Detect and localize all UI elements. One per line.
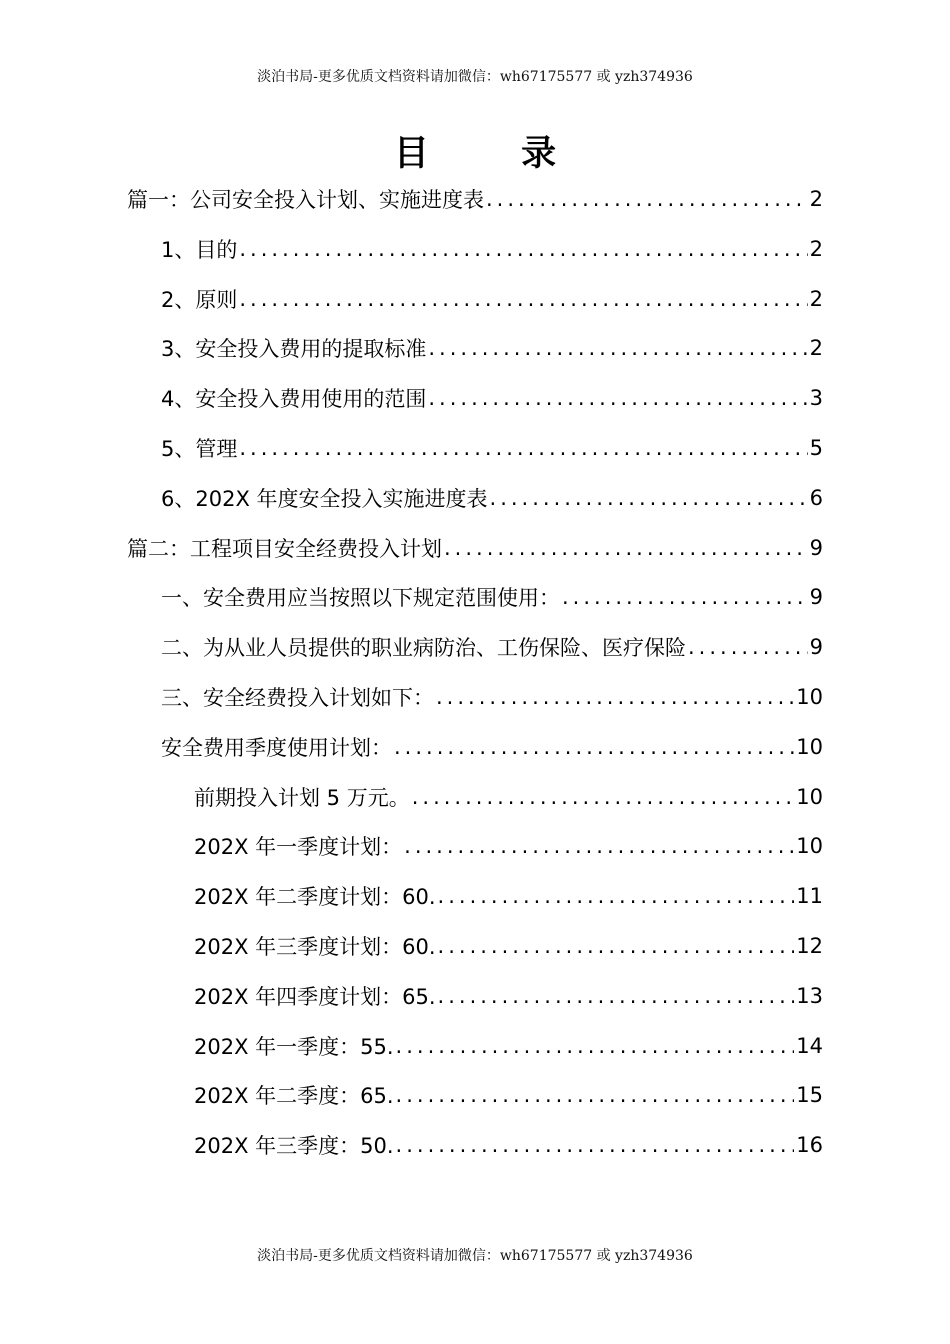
toc-page-number: 9 bbox=[809, 535, 823, 560]
toc-page-number: 2 bbox=[809, 286, 823, 311]
toc-entry[interactable] bbox=[194, 924, 823, 968]
toc-entry-text: 3、安全投入费用的提取标准 bbox=[161, 337, 427, 362]
toc-leader-dots bbox=[428, 386, 807, 410]
toc-leader-dots bbox=[444, 536, 808, 560]
toc-leader-dots bbox=[438, 934, 795, 958]
toc-entry[interactable] bbox=[161, 575, 823, 619]
toc-leader-dots bbox=[486, 187, 808, 211]
toc-page-number: 5 bbox=[809, 436, 823, 460]
toc-entry-text: 4、安全投入费用使用的范围 bbox=[161, 387, 427, 412]
toc-entry-text: 篇一：公司安全投入计划、实施进度表 bbox=[127, 188, 484, 212]
toc-leader-dots bbox=[396, 1083, 795, 1107]
toc-entry-text: 一、安全费用应当按照以下规定范围使用： bbox=[161, 586, 560, 611]
toc-entry[interactable] bbox=[194, 974, 823, 1018]
toc-entry[interactable] bbox=[161, 476, 823, 520]
toc-leader-dots bbox=[412, 785, 795, 809]
toc-entry[interactable] bbox=[161, 625, 823, 669]
toc-leader-dots bbox=[404, 834, 794, 858]
toc-entry-text: 202X 年二季度计划：60. bbox=[194, 885, 436, 910]
toc-entry-text: 202X 年二季度：65. bbox=[194, 1084, 394, 1109]
toc-leader-dots bbox=[239, 287, 807, 311]
toc-page-number: 12 bbox=[796, 934, 823, 958]
toc-entry[interactable] bbox=[161, 426, 823, 470]
toc-entry[interactable] bbox=[161, 227, 823, 271]
toc-leader-dots bbox=[490, 486, 808, 510]
toc-entry[interactable] bbox=[127, 177, 823, 221]
toc-page-number: 9 bbox=[809, 635, 823, 660]
toc-entry-text: 前期投入计划 5 万元。 bbox=[194, 785, 410, 810]
toc-leader-dots bbox=[239, 436, 807, 460]
toc-page-number: 10 bbox=[796, 784, 823, 809]
toc-page-number: 2 bbox=[809, 187, 823, 211]
toc-entry-text: 202X 年三季度计划：60. bbox=[194, 935, 436, 959]
toc-page-number: 6 bbox=[809, 485, 823, 510]
toc-entry[interactable] bbox=[161, 675, 823, 719]
toc-entry-text: 202X 年三季度：50. bbox=[194, 1134, 394, 1159]
toc-leader-dots bbox=[394, 735, 794, 759]
toc-page-number: 10 bbox=[796, 685, 823, 709]
toc-page-number: 9 bbox=[809, 585, 823, 610]
toc-entry[interactable] bbox=[194, 1073, 823, 1117]
toc-entry-text: 二、为从业人员提供的职业病防治、工伤保险、医疗保险 bbox=[161, 636, 686, 661]
toc-page-number: 10 bbox=[796, 834, 823, 859]
toc-entry-text: 三、安全经费投入计划如下： bbox=[161, 686, 434, 710]
toc-entry[interactable] bbox=[161, 725, 823, 769]
toc-page-number: 2 bbox=[809, 336, 823, 361]
toc-leader-dots bbox=[428, 336, 807, 360]
toc-page-number: 3 bbox=[809, 386, 823, 411]
toc-title: 目 录 bbox=[393, 134, 597, 174]
toc-entry-text: 202X 年一季度：55. bbox=[194, 1034, 394, 1059]
toc-page-number: 10 bbox=[796, 734, 823, 759]
toc-entry-text: 1、目的 bbox=[161, 237, 238, 262]
toc-entry[interactable] bbox=[194, 1024, 823, 1068]
toc-page-number: 13 bbox=[796, 983, 823, 1008]
toc-entry-text: 6、202X 年度安全投入实施进度表 bbox=[161, 486, 488, 511]
toc-entry[interactable] bbox=[127, 526, 823, 570]
toc-leader-dots bbox=[396, 1034, 795, 1058]
toc-page-number: 16 bbox=[796, 1133, 823, 1158]
toc-entry[interactable] bbox=[161, 326, 823, 370]
toc-entry-text: 篇二：工程项目安全经费投入计划 bbox=[127, 536, 442, 561]
toc-page-number: 15 bbox=[796, 1083, 823, 1108]
toc-entry[interactable] bbox=[194, 1123, 823, 1167]
toc-entry[interactable] bbox=[161, 277, 823, 321]
toc-entry-text: 2、原则 bbox=[161, 287, 238, 312]
page-header: 淡泊书局-更多优质文档资料请加微信：wh67175577 或 yzh374936 bbox=[257, 69, 693, 85]
page-footer: 淡泊书局-更多优质文档资料请加微信：wh67175577 或 yzh374936 bbox=[257, 1248, 693, 1264]
toc-page-number: 11 bbox=[796, 884, 823, 909]
toc-leader-dots bbox=[396, 1133, 795, 1157]
toc-entry[interactable] bbox=[161, 376, 823, 420]
toc-leader-dots bbox=[562, 585, 808, 609]
toc-entry-text: 5、管理 bbox=[161, 437, 238, 461]
toc-entry[interactable] bbox=[194, 874, 823, 918]
toc-entry[interactable] bbox=[194, 824, 823, 868]
toc-leader-dots bbox=[239, 237, 807, 261]
toc-leader-dots bbox=[438, 884, 795, 908]
toc-page-number: 14 bbox=[796, 1033, 823, 1058]
toc-leader-dots bbox=[438, 984, 795, 1008]
toc-entry-text: 202X 年一季度计划： bbox=[194, 835, 403, 860]
toc-entry-text: 安全费用季度使用计划： bbox=[161, 735, 392, 760]
toc-entry-text: 202X 年四季度计划：65. bbox=[194, 984, 436, 1009]
toc-leader-dots bbox=[436, 685, 794, 709]
toc-entry[interactable] bbox=[194, 775, 823, 819]
toc-page-number: 2 bbox=[809, 236, 823, 261]
toc-leader-dots bbox=[688, 635, 808, 659]
